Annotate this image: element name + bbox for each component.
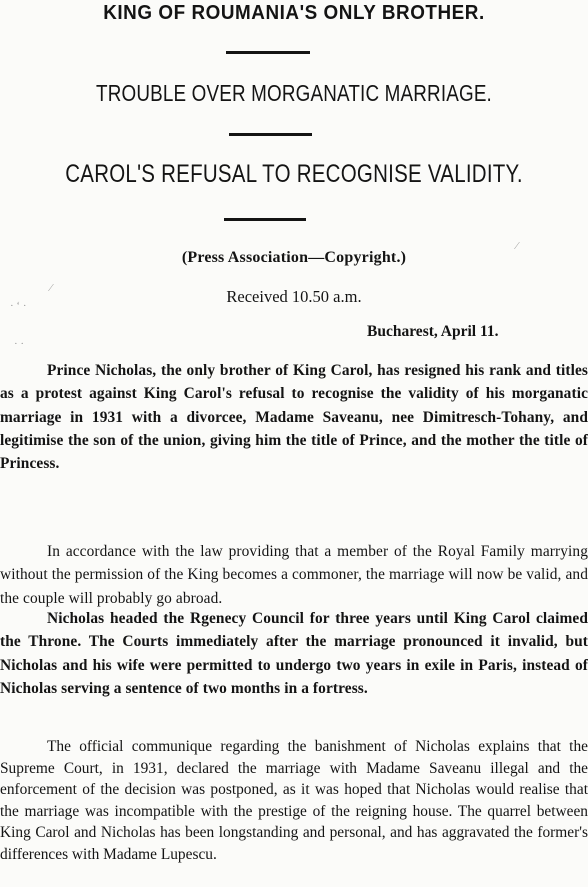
press-credit: (Press Association—Copyright.)	[181, 249, 407, 266]
received-time: Received 10.50 a.m.	[226, 287, 362, 306]
article-paragraph: In accordance with the law providing that a member of the Royal Family marrying without the permission of the King becomes a commoner, the marriage will now be valid, and the couple will probably go abroad.	[0, 543, 588, 607]
print-speck: · ‘ ·	[10, 300, 27, 312]
headline-rule	[229, 133, 312, 136]
main-headline: KING OF ROUMANIA'S ONLY BROTHER.	[103, 1, 485, 24]
sub-headline-2: CAROL'S REFUSAL TO RECOGNISE VALIDITY.	[65, 160, 523, 188]
article-paragraph-lead: Prince Nicholas, the only brother of King Carol, has resigned his rank and titles as a protest against King Carol's refusal to recognise the validity of his morganatic marriage in 1931 with a divorcee, Madame Saveanu, nee Dimitresch-Tohany, and legitimise the son of the union, giving him the title of Prince, and the mother the title of Princess.	[0, 362, 588, 473]
print-speck: ⁄	[516, 240, 518, 252]
print-speck: · ·	[14, 338, 25, 350]
headline-rule	[226, 51, 310, 54]
article-paragraph: The official communique regarding the banishment of Nicholas explains that the Supreme Court, in 1931, declared the marriage with Madame Saveanu illegal and the enforcement of the decision was postponed, as it was hoped that Nicholas would realise that the marriage was incompatible with the prestige of the reigning house. The quarrel between King Carol and Nicholas has been longstanding and personal, and has aggravated the former's differences with Madame Lupescu.	[0, 738, 588, 863]
sub-headline-1: TROUBLE OVER MORGANATIC MARRIAGE.	[96, 80, 492, 106]
headline-rule	[224, 218, 306, 221]
dateline: Bucharest, April 11.	[367, 323, 499, 340]
print-speck: ⁄	[50, 282, 52, 294]
article-paragraph: Nicholas headed the Rgenecy Council for three years until King Carol claimed the Throne. The Courts immediately after the marriage pronounced it invalid, but Nicholas and his wife were permitted to undergo two years in exile in Paris, instead of Nicholas serving a sentence of two months in a fortress.	[0, 610, 588, 697]
